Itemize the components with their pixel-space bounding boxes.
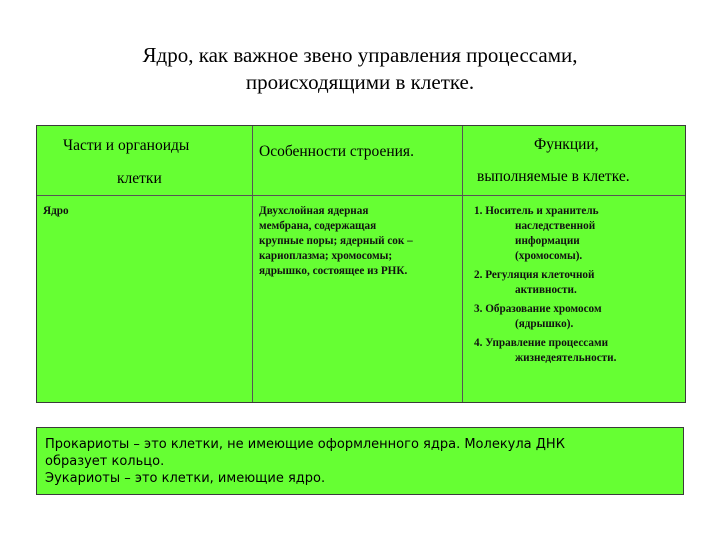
note-line-2: образует кольцо. [45, 454, 165, 469]
function-item [474, 302, 616, 332]
note-line-3: Эукариоты – это клетки, имеющие ядро. [45, 471, 326, 486]
function-item-continuation: информации [515, 235, 580, 247]
function-item-title: 4. Управление процессами [474, 337, 609, 349]
function-item-continuation: (ядрышко). [515, 318, 574, 330]
function-item-continuation: активности. [515, 284, 577, 296]
cell-structure [259, 204, 413, 279]
function-item-title: 1. Носитель и хранитель [474, 205, 599, 217]
function-item-title: 3. Образование хромосом [474, 303, 602, 315]
header-structure: Особенности строения. [259, 143, 414, 160]
header-parts-line-2: клетки [117, 170, 162, 187]
function-item-title: 2. Регуляция клеточной [474, 269, 595, 281]
definitions-note [36, 427, 684, 495]
note-line-1: Прокариоты – это клетки, не имеющие оформленного ядра. Молекула ДНК [45, 437, 565, 452]
header-divider [37, 195, 685, 196]
structure-line: ядрышко, состоящее из РНК. [259, 265, 408, 277]
slide-title-line-2: происходящими в клетке. [245, 70, 475, 94]
cell-part-name: Ядро [43, 205, 69, 217]
slide-title [60, 42, 660, 96]
structure-line: мембрана, содержащая [259, 220, 377, 232]
header-functions-line-1: Функции, [534, 136, 599, 153]
function-item-continuation: жизнедеятельности. [515, 352, 617, 364]
structure-line: кариоплазма; хромосомы; [259, 250, 393, 262]
function-item [474, 268, 616, 298]
slide-title-line-1: Ядро, как важное звено управления процессами, [142, 43, 578, 67]
header-parts-line-1: Части и органоиды [63, 137, 190, 154]
nucleus-table [36, 125, 686, 403]
header-functions-line-2: выполняемые в клетке. [477, 168, 630, 185]
structure-line: Двухслойная ядерная [259, 205, 369, 217]
structure-line: крупные поры; ядерный сок – [259, 235, 413, 247]
cell-functions [474, 204, 616, 366]
function-item-continuation: (хромосомы). [515, 250, 583, 262]
function-item-continuation: наследственной [515, 220, 596, 232]
column-divider-1 [252, 126, 253, 402]
column-divider-2 [462, 126, 463, 402]
function-item [474, 204, 616, 264]
function-item [474, 336, 616, 366]
